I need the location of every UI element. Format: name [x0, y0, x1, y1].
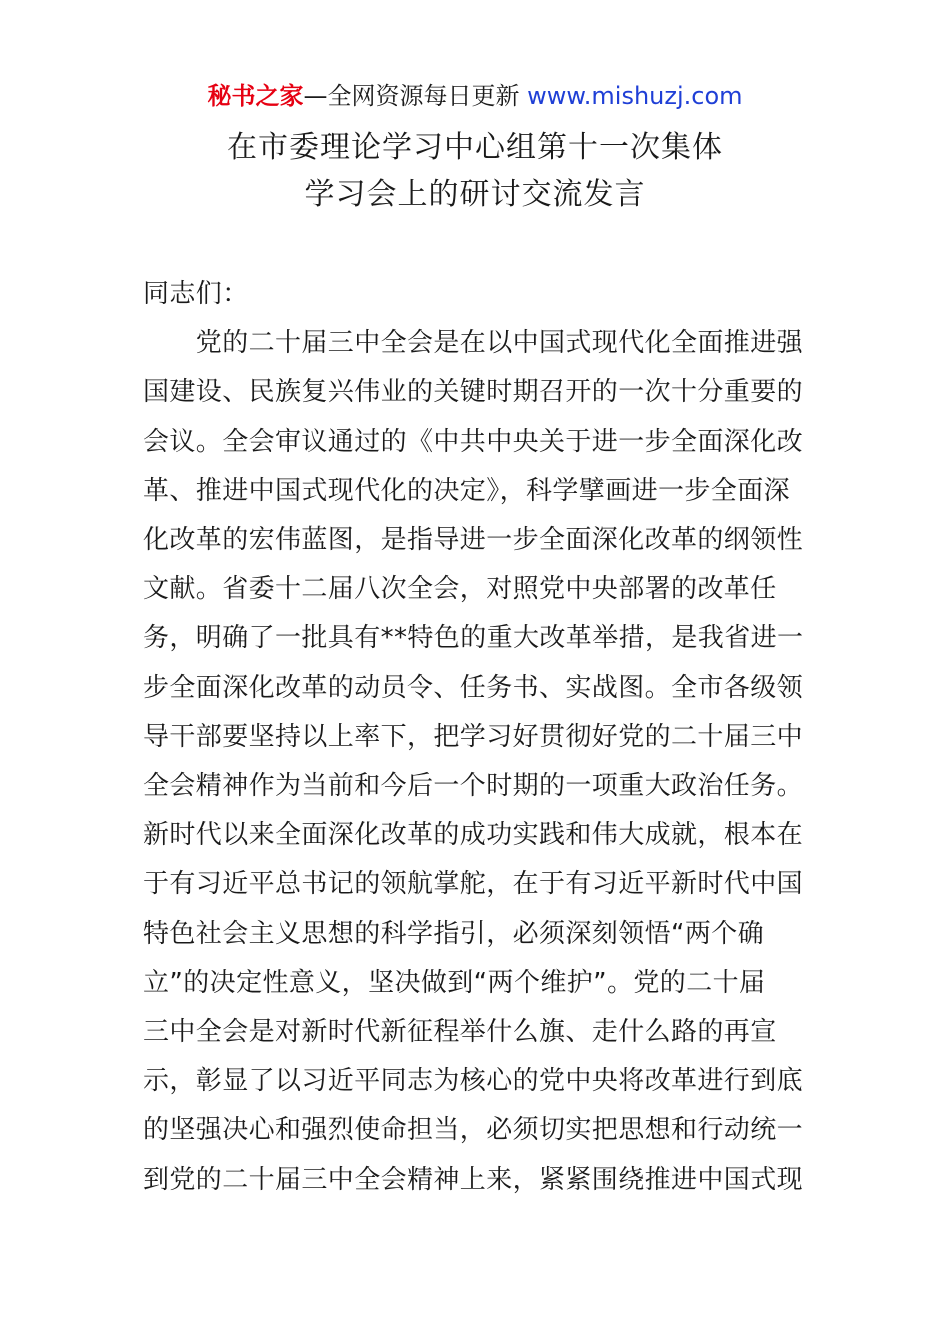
body-line: 新时代以来全面深化改革的成功实践和伟大成就，根本在	[143, 820, 804, 851]
title-line-1: 在市委理论学习中心组第十一次集体	[227, 130, 723, 165]
body-line: 示，彰显了以习近平同志为核心的党中央将改革进行到底	[143, 1066, 804, 1097]
document-title	[0, 124, 950, 218]
body-line: 的坚强决心和强烈使命担当，必须切实把思想和行动统一	[143, 1115, 804, 1146]
body-line: 特色社会主义思想的科学指引，必须深刻领悟“两个确	[143, 918, 765, 949]
body-line: 全会精神作为当前和今后一个时期的一项重大政治任务。	[143, 771, 804, 802]
body-line: 务，明确了一批具有**特色的重大改革举措，是我省进一	[143, 623, 804, 654]
body-line: 会议。全会审议通过的《中共中央关于进一步全面深化改	[143, 426, 804, 457]
site-url-link[interactable]: www.mishuzj.com	[527, 82, 743, 110]
body-line: 文献。省委十二届八次全会，对照党中央部署的改革任	[143, 574, 777, 605]
salutation: 同志们：	[143, 279, 249, 309]
site-brand: 秘书之家	[207, 82, 304, 110]
body-line: 步全面深化改革的动员令、任务书、实战图。全市各级领	[143, 672, 804, 703]
body-line: 于有习近平总书记的领航掌舵，在于有习近平新时代中国	[143, 869, 804, 900]
body-line: 三中全会是对新时代新征程举什么旗、走什么路的再宣	[143, 1017, 777, 1048]
site-header	[0, 78, 950, 114]
body-line: 立”的决定性意义，坚决做到“两个维护”。党的二十届	[143, 967, 766, 998]
body-line: 到党的二十届三中全会精神上来，紧紧围绕推进中国式现	[143, 1164, 804, 1195]
body-line: 国建设、民族复兴伟业的关键时期召开的一次十分重要的	[143, 377, 804, 408]
title-line-2: 学习会上的研讨交流发言	[304, 177, 646, 212]
body-line: 导干部要坚持以上率下，把学习好贯彻好党的二十届三中	[143, 721, 804, 752]
body-line: 革、推进中国式现代化的决定》，科学擘画进一步全面深	[143, 475, 791, 506]
body-line: 党的二十届三中全会是在以中国式现代化全面推进强	[143, 328, 804, 359]
document-body	[143, 270, 808, 1205]
site-tagline: —全网资源每日更新	[303, 82, 528, 110]
body-line: 化改革的宏伟蓝图，是指导进一步全面深化改革的纲领性	[143, 525, 804, 556]
